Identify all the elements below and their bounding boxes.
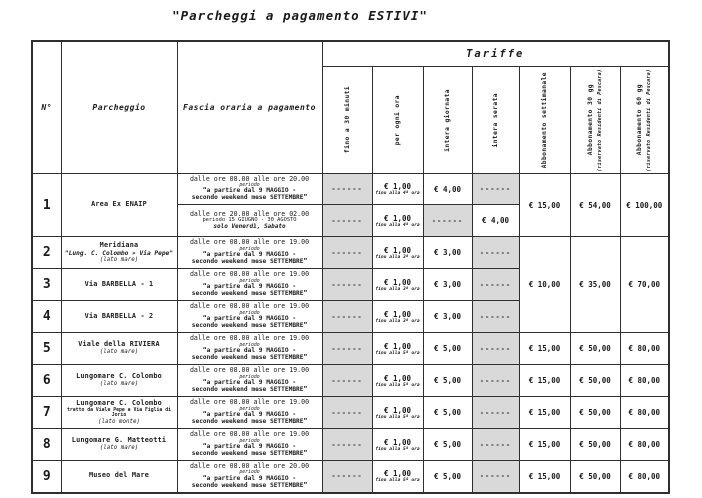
dash-placeholder: ------	[479, 280, 512, 289]
hours-line: secondo weekend mese SETTEMBRE”	[191, 257, 308, 265]
tariff-value: € 1,00	[383, 182, 412, 191]
tariff-note: fino alla 3ª ora	[375, 286, 420, 292]
hours-line: dalle ore 08.00 alle ore 20.00	[189, 462, 310, 471]
tariff-cell	[519, 237, 570, 333]
payment-hours	[177, 269, 322, 301]
tariff-cell	[620, 397, 669, 429]
tariff-cell	[570, 365, 620, 397]
row-number: 1	[32, 174, 61, 237]
tariff-cell	[570, 461, 620, 493]
hours-line: dalle ore 08.00 alle ore 19.00	[189, 334, 310, 343]
tariff-cell	[372, 333, 423, 365]
hours-line: periodo	[239, 406, 260, 412]
hours-line: “a partire dal 9 MAGGIO -	[202, 410, 297, 418]
tariff-cell	[570, 174, 620, 237]
tariff-cell	[519, 333, 570, 365]
hours-line: dalle ore 08.00 alle ore 19.00	[189, 302, 310, 311]
parking-name	[61, 237, 177, 269]
tariff-cell	[519, 174, 570, 237]
tariff-value: € 4,00	[433, 184, 462, 194]
tariff-cell	[372, 269, 423, 301]
hours-line: dalle ore 08.00 alle ore 19.00	[189, 430, 310, 439]
parking-name	[61, 301, 177, 333]
tariff-value: € 15,00	[528, 408, 561, 417]
tariff-cell	[620, 461, 669, 493]
tariff-cell	[423, 269, 472, 301]
tariff-cell	[372, 174, 423, 205]
tariff-cell-empty	[472, 333, 519, 365]
dash-placeholder: ------	[479, 248, 512, 257]
tariff-value: € 10,00	[528, 280, 561, 289]
tariff-value: € 4,00	[481, 216, 510, 225]
tariff-col-fino-30min	[322, 67, 372, 174]
tariff-value: € 15,00	[528, 200, 561, 210]
hours-line: secondo weekend mese SETTEMBRE”	[191, 385, 308, 393]
row-number: 6	[32, 365, 61, 397]
tariff-value: € 50,00	[579, 376, 611, 385]
tariff-cell	[423, 174, 472, 205]
parking-name-line: (lato mare)	[99, 445, 139, 452]
tariff-value: € 5,00	[433, 471, 462, 481]
tariff-cell	[372, 365, 423, 397]
dash-placeholder: ------	[331, 280, 363, 289]
tariff-note: fino alla 4ª ora	[375, 222, 420, 228]
tariff-cell	[472, 205, 519, 237]
parking-name-line: tratto da Viale Pepe a Via Figlia di Jorio	[67, 407, 171, 419]
parking-name-line: (lato mare)	[99, 349, 139, 356]
parking-name-line: Lungomare G. Matteotti	[71, 436, 167, 445]
hours-line: periodo 15 GIUGNO - 30 AGOSTO	[202, 216, 297, 223]
tariff-cell	[372, 429, 423, 461]
tariff-value: € 100,00	[626, 200, 663, 210]
hours-line: dalle ore 08.00 alle ore 19.00	[189, 398, 310, 407]
hours-line: periodo	[239, 310, 260, 316]
parking-name	[61, 333, 177, 365]
tariff-note: fino alla 5ª ora	[375, 478, 420, 484]
row-number: 3	[32, 269, 61, 301]
tariff-cell	[372, 237, 423, 269]
payment-hours	[177, 429, 322, 461]
col-header-tariffe: Tariffe	[322, 41, 669, 67]
tariff-cell-empty	[322, 301, 372, 333]
table-row	[32, 333, 669, 365]
dash-placeholder: ------	[331, 185, 363, 193]
dash-placeholder: ------	[331, 248, 363, 257]
tariff-cell	[372, 397, 423, 429]
tariff-cell-empty	[423, 205, 472, 237]
hours-line: secondo weekend mese SETTEMBRE”	[191, 417, 308, 425]
tariff-value: € 1,00	[383, 245, 412, 255]
tariff-cell-empty	[472, 237, 519, 269]
col-header-number: N°	[32, 41, 61, 174]
tariff-value: € 80,00	[628, 471, 661, 481]
tariff-value: € 35,00	[579, 280, 611, 289]
dash-placeholder: ------	[331, 440, 363, 449]
hours-line: “a partire dal 9 MAGGIO -	[202, 442, 297, 450]
hours-line: periodo	[239, 342, 260, 348]
tariff-value: € 15,00	[528, 376, 561, 385]
table-row	[32, 429, 669, 461]
hours-line: “a partire dal 9 MAGGIO -	[202, 187, 297, 195]
col-header-fascia-oraria: Fascia oraria a pagamento	[177, 41, 322, 174]
tariff-cell	[519, 429, 570, 461]
hours-line: “a partire dal 9 MAGGIO -	[202, 250, 297, 258]
parking-name-line: (lato monte)	[98, 418, 140, 425]
table-row	[32, 174, 669, 205]
tariff-col-abbonamento-60gg	[620, 67, 669, 174]
tariff-value: € 3,00	[433, 248, 462, 257]
hours-line: secondo weekend mese SETTEMBRE”	[191, 449, 308, 457]
hours-line: secondo weekend mese SETTEMBRE”	[191, 194, 308, 202]
tariff-cell-empty	[472, 397, 519, 429]
parking-name-line: Via BARBELLA - 2	[84, 311, 154, 320]
tariff-col-label: Abbonamento 30 gg	[587, 84, 594, 156]
parking-name	[61, 269, 177, 301]
tariff-cell	[570, 237, 620, 333]
tariff-value: € 50,00	[579, 408, 611, 417]
tariff-value: € 50,00	[579, 471, 611, 481]
payment-hours	[177, 301, 322, 333]
tariff-cell-empty	[472, 365, 519, 397]
tariff-value: € 1,00	[383, 469, 412, 479]
tariff-value: € 5,00	[433, 376, 462, 385]
tariff-col-label: Abbonamento settimanale	[541, 71, 548, 169]
tariff-cell-empty	[322, 269, 372, 301]
tariff-cell-empty	[322, 461, 372, 493]
parking-name-line: Lungomare C. Colombo	[76, 398, 162, 407]
tariff-cell	[620, 333, 669, 365]
tariff-cell	[519, 461, 570, 493]
parking-name-line: Viale della RIVIERA	[78, 340, 160, 349]
tariff-col-label: intera giornata	[444, 88, 451, 152]
parking-name-line: Museo del Mare	[88, 471, 150, 480]
hours-line: “a partire dal 9 MAGGIO -	[202, 378, 297, 386]
tariff-value: € 15,00	[528, 440, 561, 449]
table-row	[32, 461, 669, 493]
tariff-value: € 5,00	[433, 408, 462, 417]
parking-name	[61, 429, 177, 461]
tariff-cell	[570, 333, 620, 365]
tariff-col-intera-serata	[472, 67, 519, 174]
parking-name-line: Lungomare C. Colombo	[76, 372, 162, 381]
payment-hours	[177, 397, 322, 429]
tariff-value: € 1,00	[383, 277, 412, 287]
dash-placeholder: ------	[431, 216, 464, 225]
tariff-cell	[423, 429, 472, 461]
tariff-cell-empty	[322, 365, 372, 397]
tariff-value: € 1,00	[383, 373, 412, 383]
hours-line: solo Venerdì, Sabato	[213, 222, 286, 230]
tariff-col-per-ogni-ora	[372, 67, 423, 174]
tariff-cell-empty	[322, 237, 372, 269]
dash-placeholder: ------	[331, 344, 363, 353]
table-row	[32, 397, 669, 429]
hours-line: dalle ore 08.00 alle ore 19.00	[189, 238, 310, 247]
parking-name-line: (lato mare)	[99, 256, 139, 263]
tariff-value: € 1,00	[383, 437, 412, 447]
tariff-cell	[620, 174, 669, 237]
tariff-cell	[423, 333, 472, 365]
tariff-note: fino alla 3ª ora	[375, 318, 420, 324]
parking-name	[61, 397, 177, 429]
row-number: 9	[32, 461, 61, 493]
col-header-parcheggio: Parcheggio	[61, 41, 177, 174]
tariff-value: € 1,00	[383, 213, 412, 223]
tariff-value: € 80,00	[628, 376, 661, 385]
tariff-value: € 15,00	[528, 471, 561, 481]
row-number: 8	[32, 429, 61, 461]
tariff-cell	[372, 461, 423, 493]
tariff-col-abbonamento-settimanale	[519, 67, 570, 174]
parking-tariffs-table	[31, 40, 670, 494]
hours-line: “a partire dal 9 MAGGIO -	[202, 474, 297, 482]
dash-placeholder: ------	[479, 408, 512, 417]
tariff-cell	[423, 301, 472, 333]
parking-name-line: "Lung. C. Colombo » Via Pepe"	[64, 249, 174, 257]
tariff-col-label: fino a 30 minuti	[343, 86, 351, 154]
tariff-cell-empty	[472, 174, 519, 205]
hours-line: “a partire dal 9 MAGGIO -	[202, 314, 297, 322]
hours-line: periodo	[239, 246, 260, 252]
tariff-cell-empty	[472, 461, 519, 493]
hours-line: secondo weekend mese SETTEMBRE”	[191, 481, 308, 489]
hours-line: periodo	[239, 374, 260, 380]
tariff-col-abbonamento-30gg	[570, 67, 620, 174]
hours-line: “a partire dal 9 MAGGIO -	[202, 346, 297, 354]
tariff-col-sublabel: (riservato Residenti di Pescara)	[597, 68, 603, 172]
hours-line: secondo weekend mese SETTEMBRE”	[191, 289, 308, 297]
dash-placeholder: ------	[479, 376, 512, 385]
tariff-cell	[423, 237, 472, 269]
tariff-note: fino alla 5ª ora	[375, 350, 420, 356]
tariff-cell	[423, 397, 472, 429]
hours-line: periodo	[239, 438, 260, 444]
dash-placeholder: ------	[479, 344, 512, 353]
tariff-note: fino alla 4ª ora	[375, 191, 420, 196]
tariff-cell-empty	[322, 205, 372, 237]
tariff-col-intera-giornata	[423, 67, 472, 174]
payment-hours	[177, 365, 322, 397]
tariff-cell	[372, 301, 423, 333]
tariff-note: fino alla 5ª ora	[375, 382, 420, 388]
parking-name-line: Area Ex ENAIP	[91, 200, 147, 209]
tariff-value: € 3,00	[433, 280, 462, 289]
tariff-cell	[620, 365, 669, 397]
table-row	[32, 365, 669, 397]
tariff-value: € 80,00	[628, 408, 661, 417]
tariff-cell	[423, 461, 472, 493]
tariff-value: € 80,00	[628, 344, 661, 353]
row-number: 4	[32, 301, 61, 333]
dash-placeholder: ------	[331, 216, 363, 225]
row-number: 5	[32, 333, 61, 365]
tariff-cell	[423, 365, 472, 397]
tariff-col-label: Abbonamento 60 gg	[636, 84, 644, 156]
payment-hours	[177, 333, 322, 365]
parking-name-line: Meridiana	[99, 240, 139, 249]
parking-name	[61, 365, 177, 397]
hours-line: secondo weekend mese SETTEMBRE”	[191, 353, 308, 361]
dash-placeholder: ------	[331, 312, 363, 321]
tariff-cell-empty	[322, 397, 372, 429]
hours-line: periodo	[239, 278, 260, 284]
tariff-cell	[620, 429, 669, 461]
tariff-col-label: intera serata	[492, 92, 499, 148]
tariff-cell	[519, 397, 570, 429]
tariff-value: € 50,00	[579, 440, 611, 449]
hours-line: secondo weekend mese SETTEMBRE”	[191, 321, 308, 329]
payment-hours	[177, 461, 322, 493]
tariff-value: € 70,00	[628, 280, 661, 289]
table-row	[32, 237, 669, 269]
parking-name-line: Via BARBELLA - 1	[84, 279, 154, 288]
dash-placeholder: ------	[479, 185, 512, 193]
tariff-value: € 5,00	[433, 344, 462, 353]
page-title: "Parcheggi a pagamento ESTIVI"	[172, 8, 428, 23]
hours-line: dalle ore 08.00 alle ore 20.00	[189, 174, 310, 183]
tariff-value: € 1,00	[383, 341, 412, 351]
tariff-cell-empty	[322, 174, 372, 205]
payment-hours	[177, 174, 322, 205]
dash-placeholder: ------	[479, 312, 512, 321]
tariff-value: € 3,00	[433, 312, 462, 321]
tariff-cell-empty	[472, 269, 519, 301]
tariff-col-label: per ogni ora	[394, 94, 401, 146]
tariff-value: € 80,00	[628, 440, 661, 449]
tariff-cell	[570, 397, 620, 429]
hours-line: “a partire dal 9 MAGGIO -	[202, 282, 297, 290]
hours-line: periodo	[239, 183, 260, 189]
tariff-cell	[372, 205, 423, 237]
hours-line: dalle ore 20.00 alle ore 02.00	[189, 209, 310, 218]
parking-name-line: (lato mare)	[99, 381, 139, 388]
hours-line: dalle ore 08.00 alle ore 19.00	[189, 270, 310, 279]
tariff-cell-empty	[472, 301, 519, 333]
tariff-cell-empty	[322, 429, 372, 461]
row-number: 2	[32, 237, 61, 269]
tariff-value: € 54,00	[579, 200, 611, 210]
tariff-value: € 50,00	[579, 344, 611, 353]
tariff-cell	[570, 429, 620, 461]
dash-placeholder: ------	[331, 472, 363, 481]
dash-placeholder: ------	[479, 440, 512, 449]
payment-hours	[177, 205, 322, 237]
payment-hours	[177, 237, 322, 269]
row-number: 7	[32, 397, 61, 429]
dash-placeholder: ------	[331, 376, 363, 385]
dash-placeholder: ------	[331, 408, 363, 417]
tariff-note: fino alla 5ª ora	[375, 414, 420, 420]
tariff-cell-empty	[322, 333, 372, 365]
hours-line: periodo	[239, 470, 260, 476]
tariff-value: € 15,00	[528, 344, 561, 353]
tariff-col-sublabel: (riservato Residenti di Pescara)	[646, 68, 653, 172]
tariff-cell	[620, 237, 669, 333]
dash-placeholder: ------	[479, 472, 512, 481]
parking-name	[61, 461, 177, 493]
parking-name	[61, 174, 177, 237]
tariff-note: fino alla 5ª ora	[375, 446, 420, 452]
tariff-cell	[519, 365, 570, 397]
tariff-value: € 1,00	[383, 309, 412, 319]
hours-line: dalle ore 08.00 alle ore 19.00	[189, 366, 310, 375]
tariff-cell-empty	[472, 429, 519, 461]
tariff-value: € 1,00	[383, 405, 412, 415]
tariff-note: fino alla 3ª ora	[375, 254, 420, 260]
tariff-value: € 5,00	[433, 440, 462, 449]
